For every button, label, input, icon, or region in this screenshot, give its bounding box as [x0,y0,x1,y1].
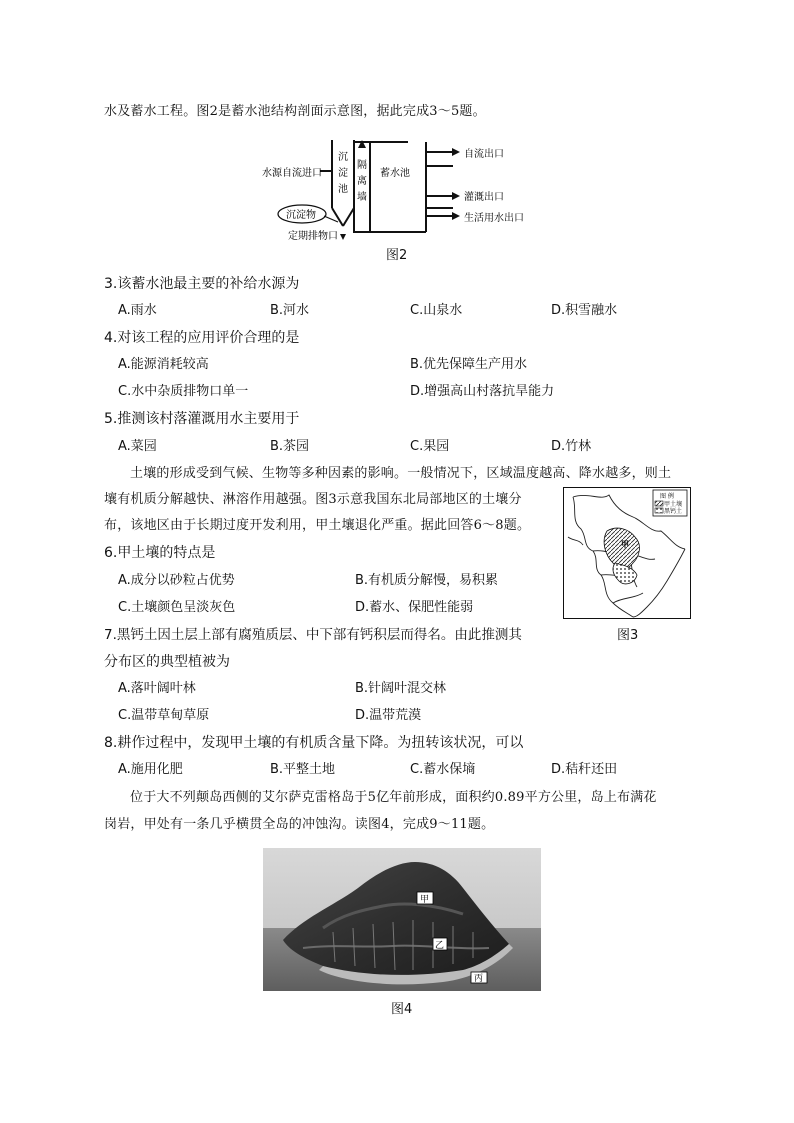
passage2-line-2: 壤有机质分解越快、淋溶作用越强。图3示意我国东北局部地区的土壤分 [104,492,522,507]
q8-option-b[interactable]: B.平整土地 [270,762,336,777]
q5-option-d[interactable]: D.竹林 [551,439,592,454]
fig2-wall-char-1: 隔 [357,160,367,171]
q5-stem: 5.推测该村落灌溉用水主要用于 [104,411,300,427]
fig3-label-jia: 甲 [621,540,629,549]
fig4-label-yi: 乙 [435,941,445,951]
fig2-sediment-char-3: 池 [338,184,348,195]
fig4-label-jia: 甲 [420,895,430,905]
fig2-wall-char-2: 离 [357,176,367,187]
q3-option-b[interactable]: B.河水 [270,303,310,318]
q4-option-a[interactable]: A.能源消耗较高 [118,357,209,372]
q3-option-d[interactable]: D.积雪融水 [551,303,618,318]
q7-option-b[interactable]: B.针阔叶混交林 [355,681,447,696]
q5-option-b[interactable]: B.茶园 [270,439,310,454]
fig2-drain-label: 定期排物口 [288,231,338,242]
q7-option-d[interactable]: D.温带荒漠 [355,708,422,723]
q4-option-b[interactable]: B.优先保障生产用水 [410,357,528,372]
figure2-diagram [258,138,548,243]
passage2-line-1: 土壤的形成受到气候、生物等多种因素的影响。一般情况下，区域温度越高、降水越多，则土 [130,466,672,481]
fig2-outlet-self: 自流出口 [464,149,504,160]
q3-option-c[interactable]: C.山泉水 [410,303,463,318]
q6-option-b[interactable]: B.有机质分解慢，易积累 [355,573,499,588]
q8-option-d[interactable]: D.秸秆还田 [551,762,618,777]
fig2-pool-label: 蓄水池 [380,168,410,179]
figure3-map [563,487,691,619]
q7-option-c[interactable]: C.温带草甸草原 [118,708,210,723]
intro-line: 水及蓄水工程。图2是蓄水池结构剖面示意图，据此完成3～5题。 [104,104,486,119]
passage3-line-2: 岗岩，甲处有一条几乎横贯全岛的冲蚀沟。读图4，完成9～11题。 [104,817,495,832]
q6-option-a[interactable]: A.成分以砂粒占优势 [118,573,235,588]
q6-option-c[interactable]: C.土壤颜色呈淡灰色 [118,600,236,615]
q7-stem-line-2: 分布区的典型植被为 [104,654,230,670]
fig2-inlet-label: 水源自流进口 [262,168,322,179]
fig2-sediment-label: 沉淀物 [286,210,316,221]
q4-option-d[interactable]: D.增强高山村落抗旱能力 [410,384,555,399]
fig2-wall-char-3: 墙 [357,192,367,203]
figure4-caption: 图4 [391,1002,413,1017]
q8-option-a[interactable]: A.施用化肥 [118,762,183,777]
q5-option-c[interactable]: C.果园 [410,439,450,454]
passage2-line-3: 布，该地区由于长期过度开发利用，甲土壤退化严重。据此回答6～8题。 [104,518,531,533]
q6-stem: 6.甲土壤的特点是 [104,545,216,561]
fig3-legend-title: 图 例 [660,493,674,500]
fig2-outlet-domestic: 生活用水出口 [464,213,524,224]
figure4-photo [263,848,541,991]
fig2-sediment-char-1: 沉 [338,152,348,163]
q6-option-d[interactable]: D.蓄水、保肥性能弱 [355,600,474,615]
q7-option-a[interactable]: A.落叶阔叶林 [118,681,196,696]
fig3-legend-a: 甲土壤 [664,501,683,508]
q8-option-c[interactable]: C.蓄水保墒 [410,762,476,777]
fig3-legend-b: 黑钙土 [664,508,683,515]
fig2-outlet-irrigation: 灌溉出口 [464,192,504,203]
q4-stem: 4.对该工程的应用评价合理的是 [104,330,300,346]
q8-stem: 8.耕作过程中，发现甲土壤的有机质含量下降。为扭转该状况，可以 [104,735,524,751]
q3-option-a[interactable]: A.雨水 [118,303,157,318]
figure3-caption: 图3 [617,628,639,643]
q5-option-a[interactable]: A.菜园 [118,439,157,454]
q3-stem: 3.该蓄水池最主要的补给水源为 [104,276,300,292]
q4-option-c[interactable]: C.水中杂质排物口单一 [118,384,249,399]
passage3-line-1: 位于大不列颠岛西侧的艾尔萨克雷格岛于5亿年前形成，面积约0.89平方公里，岛上布满花 [130,790,657,805]
figure2-caption: 图2 [386,248,408,263]
q7-stem-line-1: 7.黑钙土因土层上部有腐殖质层、中下部有钙积层而得名。由此推测其 [104,627,522,643]
fig4-label-bing: 丙 [474,974,484,984]
fig2-sediment-char-2: 淀 [338,168,348,179]
